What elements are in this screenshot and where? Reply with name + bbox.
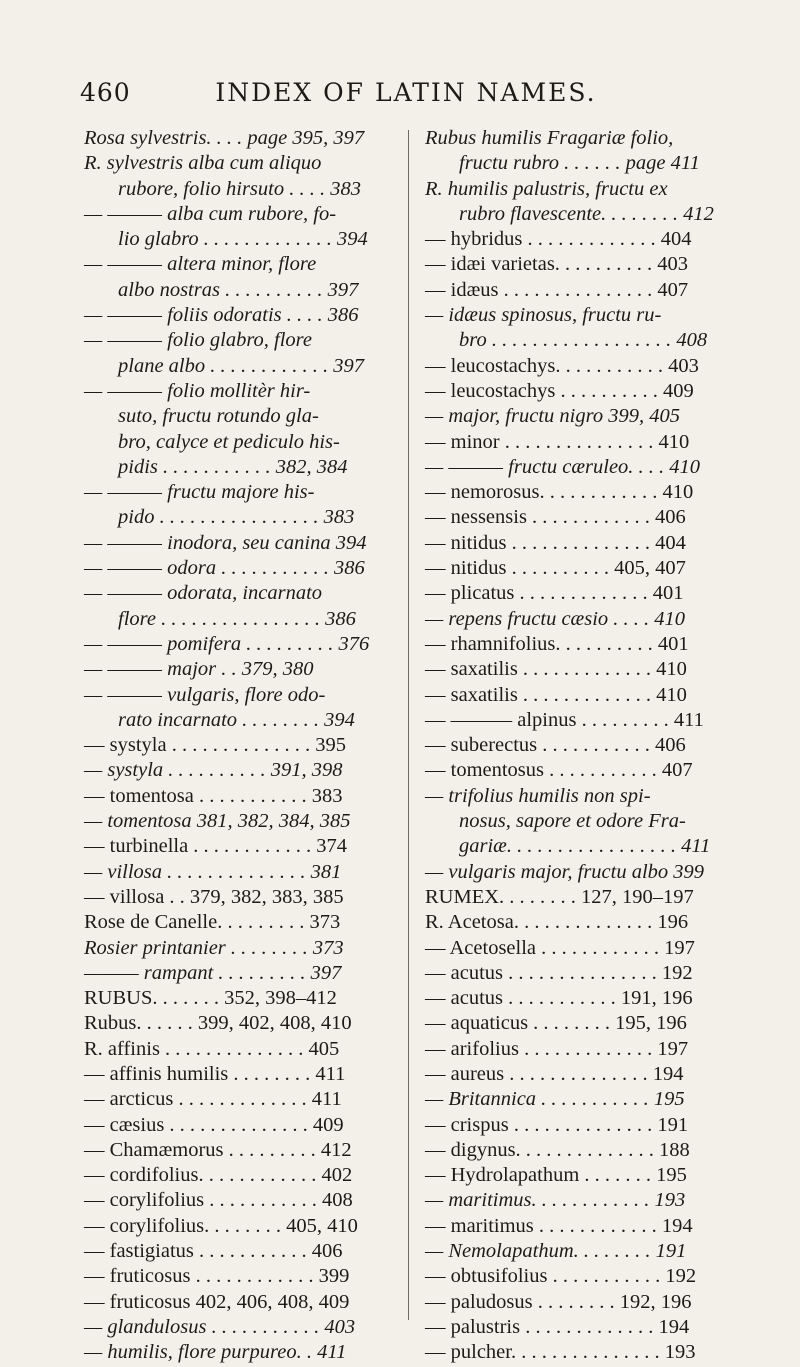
- index-entry: — plicatus . . . . . . . . . . . . . 401: [425, 582, 684, 605]
- index-entry: — ——— vulgaris, flore odo-: [84, 683, 326, 706]
- index-entry: — aureus . . . . . . . . . . . . . . 194: [425, 1062, 684, 1085]
- index-entry: — nitidus . . . . . . . . . . 405, 407: [425, 557, 686, 580]
- index-entry: — trifolius humilis non spi-: [425, 784, 651, 807]
- index-entry: — acutus . . . . . . . . . . . . . . . 192: [425, 961, 693, 984]
- index-entry: rubro flavescente. . . . . . . . 412: [459, 202, 714, 225]
- index-entry: lio glabro . . . . . . . . . . . . . 394: [118, 228, 368, 251]
- index-entry: — fruticosus . . . . . . . . . . . . 399: [84, 1265, 350, 1288]
- index-entry: — ——— fructu majore his-: [84, 481, 315, 504]
- index-entry: — maritimus . . . . . . . . . . . . 194: [425, 1214, 693, 1237]
- index-entry: R. sylvestris alba cum aliquo: [84, 152, 322, 175]
- index-entry: RUMEX. . . . . . . . 127, 190–197: [425, 885, 694, 908]
- index-entry: — tomentosa . . . . . . . . . . . 383: [84, 784, 343, 807]
- index-entry: Rose de Canelle. . . . . . . . . 373: [84, 911, 341, 934]
- index-entry: plane albo . . . . . . . . . . . . 397: [118, 354, 364, 377]
- index-entry: — corylifolius. . . . . . . . 405, 410: [84, 1214, 358, 1237]
- index-entry: — idæi varietas. . . . . . . . . . 403: [425, 253, 689, 276]
- index-entry: — ——— alpinus . . . . . . . . . 411: [425, 708, 704, 731]
- index-entry: — idæus spinosus, fructu ru-: [425, 304, 662, 327]
- index-entry: — maritimus. . . . . . . . . . . . 193: [425, 1189, 686, 1212]
- index-entry: — Acetosella . . . . . . . . . . . . 197: [425, 936, 695, 959]
- index-entry: albo nostras . . . . . . . . . . 397: [118, 278, 359, 301]
- index-entry: RUBUS. . . . . . . 352, 398–412: [84, 987, 337, 1010]
- index-entry: suto, fructu rotundo gla-: [118, 405, 319, 428]
- index-entry: bro . . . . . . . . . . . . . . . . . . 408: [459, 329, 708, 352]
- index-entry: — paludosus . . . . . . . . 192, 196: [425, 1290, 692, 1313]
- index-entry: R. affinis . . . . . . . . . . . . . . 405: [84, 1037, 340, 1060]
- index-entry: — ——— pomifera . . . . . . . . . 376: [84, 632, 370, 655]
- index-entry: — leucostachys. . . . . . . . . . . 403: [425, 354, 699, 377]
- index-entry: nosus, sapore et odore Fra-: [459, 810, 686, 833]
- index-entry: — pulcher. . . . . . . . . . . . . . . 193: [425, 1341, 696, 1364]
- page-header: [80, 78, 732, 112]
- index-entry: Rosa sylvestris. . . . page 395, 397: [84, 127, 365, 149]
- left-column: [84, 126, 392, 1366]
- index-entry: — arcticus . . . . . . . . . . . . . 411: [84, 1088, 342, 1111]
- index-entry: flore . . . . . . . . . . . . . . . . 386: [118, 607, 356, 630]
- index-entry: pido . . . . . . . . . . . . . . . . 383: [118, 506, 355, 529]
- index-entry: pidis . . . . . . . . . . . 382, 384: [118, 455, 348, 478]
- index-entry: — suberectus . . . . . . . . . . . 406: [425, 734, 686, 757]
- index-entry: — ——— folio glabro, flore: [84, 329, 312, 352]
- index-entry: — tomentosus . . . . . . . . . . . 407: [425, 759, 693, 782]
- column-divider: [408, 130, 409, 1320]
- index-entry: — acutus . . . . . . . . . . . 191, 196: [425, 987, 693, 1010]
- index-entry: — villosa . . . . . . . . . . . . . . 381: [84, 860, 342, 883]
- index-entry: — ——— inodora, seu canina 394: [84, 531, 367, 554]
- right-column: [425, 126, 745, 1366]
- index-entry: — Chamæmorus . . . . . . . . . 412: [84, 1138, 352, 1161]
- index-entry: — Nemolapathum. . . . . . . . 191: [425, 1240, 687, 1263]
- index-entry: — glandulosus . . . . . . . . . . . 403: [84, 1315, 356, 1338]
- index-entry: — crispus . . . . . . . . . . . . . . 191: [425, 1113, 689, 1136]
- index-entry: — ——— altera minor, flore: [84, 253, 317, 276]
- index-entry: — repens fructu cæsio . . . . 410: [425, 607, 686, 630]
- index-entry: — cæsius . . . . . . . . . . . . . . 409: [84, 1113, 344, 1136]
- index-entry: — ——— alba cum rubore, fo-: [84, 202, 337, 225]
- index-entry: — ——— odora . . . . . . . . . . . 386: [84, 557, 365, 580]
- index-entry: — vulgaris major, fructu albo 399: [425, 860, 705, 883]
- page-number: 460: [80, 78, 131, 107]
- index-entry: — Britannica . . . . . . . . . . . 195: [425, 1088, 685, 1111]
- index-entry: — tomentosa 381, 382, 384, 385: [84, 810, 351, 833]
- index-entry: — humilis, flore purpureo. . 411: [84, 1341, 347, 1364]
- index-entry: — ——— fructu cæruleo. . . . 410: [425, 455, 701, 478]
- index-entry: — saxatilis . . . . . . . . . . . . . 410: [425, 658, 687, 681]
- index-entry: — systyla . . . . . . . . . . . . . . 395: [84, 734, 346, 757]
- index-entry: — turbinella . . . . . . . . . . . . 374: [84, 835, 348, 858]
- page-title: INDEX OF LATIN NAMES.: [215, 78, 597, 107]
- index-entry: — fruticosus 402, 406, 408, 409: [84, 1290, 350, 1313]
- index-entry: — villosa . . 379, 382, 383, 385: [84, 885, 344, 908]
- index-entry: — systyla . . . . . . . . . . 391, 398: [84, 759, 343, 782]
- index-entry: R. humilis palustris, fructu ex: [425, 177, 668, 200]
- index-entry: Rubus humilis Fragariæ folio,: [425, 127, 674, 149]
- index-entry: — saxatilis . . . . . . . . . . . . . 410: [425, 683, 687, 706]
- index-entry: — ——— odorata, incarnato: [84, 582, 323, 605]
- index-entry: — rhamnifolius. . . . . . . . . . 401: [425, 632, 689, 655]
- index-entry: bro, calyce et pediculo his-: [118, 430, 340, 453]
- index-entry: rato incarnato . . . . . . . . 394: [118, 708, 355, 731]
- index-entry: — minor . . . . . . . . . . . . . . . 410: [425, 430, 690, 453]
- index-entry: rubore, folio hirsuto . . . . 383: [118, 177, 361, 200]
- index-entry: — fastigiatus . . . . . . . . . . . 406: [84, 1240, 343, 1263]
- index-entry: — idæus . . . . . . . . . . . . . . . 407: [425, 278, 689, 301]
- index-entry: Rosier printanier . . . . . . . . 373: [84, 936, 344, 959]
- index-entry: — nessensis . . . . . . . . . . . . 406: [425, 506, 686, 529]
- index-entry: ——— rampant . . . . . . . . . 397: [84, 961, 342, 984]
- index-entry: — hybridus . . . . . . . . . . . . . 404: [425, 228, 692, 251]
- index-entry: — ——— foliis odoratis . . . . 386: [84, 304, 359, 327]
- index-entry: — ——— major . . 379, 380: [84, 658, 314, 681]
- index-entry: — aquaticus . . . . . . . . 195, 196: [425, 1012, 687, 1035]
- index-entry: — major, fructu nigro 399, 405: [425, 405, 680, 428]
- index-entry: — cordifolius. . . . . . . . . . . . 402: [84, 1164, 353, 1187]
- index-entry: — arifolius . . . . . . . . . . . . . 197: [425, 1037, 689, 1060]
- index-entry: — nitidus . . . . . . . . . . . . . . 404: [425, 531, 686, 554]
- index-entry: — obtusifolius . . . . . . . . . . . 192: [425, 1265, 697, 1288]
- index-entry: — ——— folio mollitèr hir-: [84, 379, 311, 402]
- index-entry: R. Acetosa. . . . . . . . . . . . . . 196: [425, 911, 689, 934]
- index-entry: — nemorosus. . . . . . . . . . . . 410: [425, 481, 694, 504]
- index-entry: — affinis humilis . . . . . . . . 411: [84, 1062, 346, 1085]
- index-entry: fructu rubro . . . . . . page 411: [459, 152, 700, 175]
- index-entry: — corylifolius . . . . . . . . . . . 408: [84, 1189, 353, 1212]
- index-entry: — Hydrolapathum . . . . . . . 195: [425, 1164, 687, 1187]
- index-entry: — digynus. . . . . . . . . . . . . . 188: [425, 1138, 690, 1161]
- index-entry: — leucostachys . . . . . . . . . . 409: [425, 379, 694, 402]
- index-entry: — palustris . . . . . . . . . . . . . 194: [425, 1315, 690, 1338]
- index-entry: gariæ. . . . . . . . . . . . . . . . . 411: [459, 835, 711, 858]
- index-entry: Rubus. . . . . . 399, 402, 408, 410: [84, 1012, 352, 1035]
